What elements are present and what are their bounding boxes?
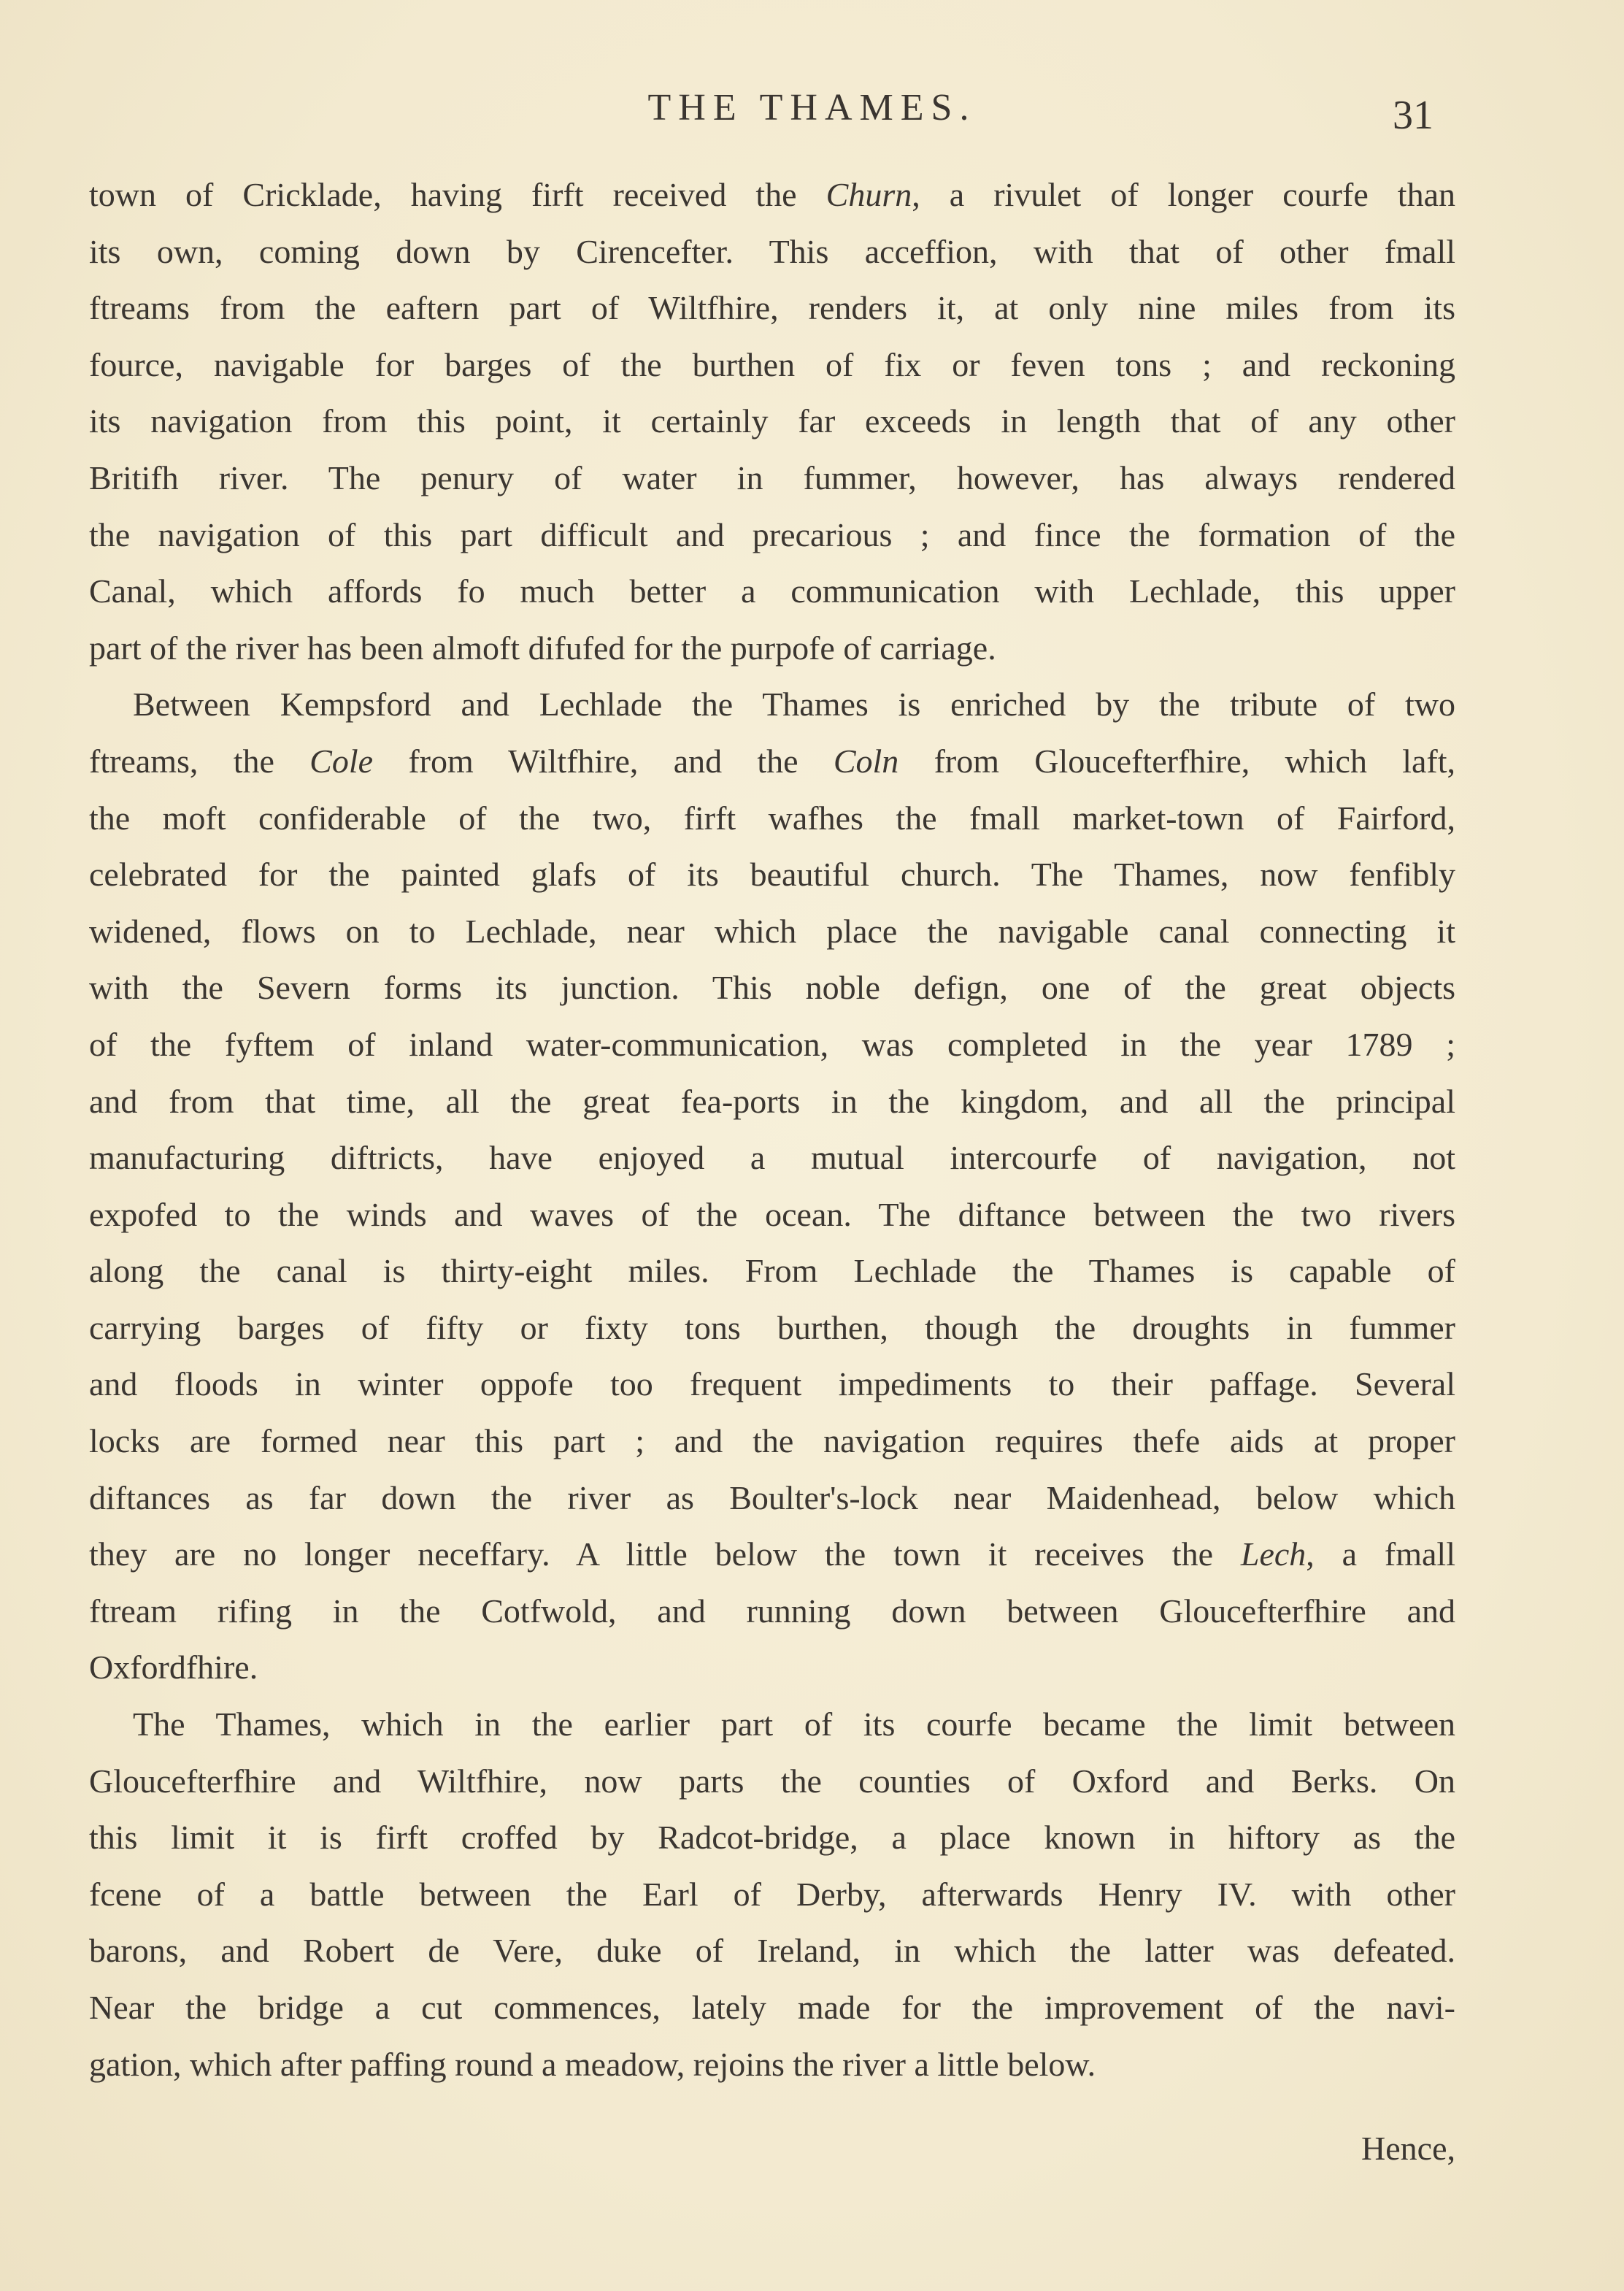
text-line: they are no longer neceffary. A little below the town it receives the Lech, a fmall	[89, 1535, 1455, 1573]
text-line: barons, and Robert de Vere, duke of Ireland, in which the latter was defeated.	[89, 1932, 1455, 1970]
catchword: Hence,	[1361, 2130, 1455, 2168]
text-line: Between Kempsford and Lechlade the Thames is enriched by the tribute of two	[133, 686, 1455, 724]
text-line: manufacturing diftricts, have enjoyed a mutual intercourfe of navigation, not	[89, 1139, 1455, 1177]
text-line: ftreams from the eaftern part of Wiltfhire, renders it, at only nine miles from its	[89, 289, 1455, 327]
text-line: widened, flows on to Lechlade, near which place the navigable canal connecting it	[89, 912, 1455, 950]
text-line: and floods in winter oppofe too frequent impediments to their paffage. Several	[89, 1365, 1455, 1403]
text-line: the navigation of this part difficult and precarious ; and fince the formation of the	[89, 515, 1455, 553]
italic-term: Cole	[309, 742, 374, 780]
text-line: expofed to the winds and waves of the ocean. The diftance between the two rivers	[89, 1195, 1455, 1233]
text-line: town of Cricklade, having firft received the Churn, a rivulet of longer courfe than	[89, 176, 1456, 213]
text-line: celebrated for the painted glafs of its beautiful church. The Thames, now fenfibly	[89, 856, 1455, 894]
text-line: ftreams, the Cole from Wiltfhire, and the Coln from Gloucefterfhire, which laft,	[89, 742, 1456, 780]
text-line: ftream rifing in the Cotfwold, and running down between Gloucefterfhire and	[89, 1592, 1455, 1630]
running-head: THE THAMES.	[647, 87, 977, 128]
text-line: fource, navigable for barges of the burthen of fix or feven tons ; and reckoning	[89, 345, 1455, 383]
text-line: of the fyftem of inland water-communication, was completed in the year 1789 ;	[89, 1025, 1455, 1063]
page-number: 31	[1393, 93, 1433, 138]
text-line: Near the bridge a cut commences, lately made for the improvement of the navi-	[89, 1989, 1455, 2026]
text-line: and from that time, all the great fea-ports in the kingdom, and all the principal	[89, 1082, 1455, 1120]
body-text	[89, 166, 1455, 2177]
text-line: the moft confiderable of the two, firft wafhes the fmall market-town of Fairford,	[89, 799, 1455, 837]
text-line: its own, coming down by Cirencefter. This acceffion, with that of other fmall	[89, 232, 1455, 270]
text-line: gation, which after paffing round a meadow, rejoins the river a little below.	[89, 2045, 1096, 2083]
text-line: fcene of a battle between the Earl of Derby, afterwards Henry IV. with other	[89, 1875, 1455, 1913]
italic-term: Churn	[826, 176, 912, 213]
italic-term: Lech	[1240, 1535, 1306, 1573]
text-line: with the Severn forms its junction. This noble defign, one of the great objects	[89, 969, 1455, 1007]
italic-term: Coln	[833, 742, 899, 780]
text-line: carrying barges of fifty or fixty tons burthen, though the droughts in fummer	[89, 1308, 1455, 1346]
text-line: along the canal is thirty-eight miles. From Lechlade the Thames is capable of	[89, 1252, 1455, 1290]
text-line: this limit it is firft croffed by Radcot-bridge, a place known in hiftory as the	[89, 1819, 1455, 1857]
text-line: part of the river has been almoft difufed for the purpofe of carriage.	[89, 629, 996, 667]
text-line: Britifh river. The penury of water in fummer, however, has always rendered	[89, 458, 1455, 496]
text-line: Canal, which affords fo much better a communication with Lechlade, this upper	[89, 572, 1455, 610]
text-line: The Thames, which in the earlier part of its courfe became the limit between	[133, 1705, 1455, 1743]
text-line: diftances as far down the river as Boulter's-lock near Maidenhead, below which	[89, 1478, 1455, 1516]
text-line: locks are formed near this part ; and the navigation requires thefe aids at proper	[89, 1422, 1455, 1460]
text-line: Oxfordfhire.	[89, 1649, 258, 1686]
text-line: Gloucefterfhire and Wiltfhire, now parts the counties of Oxford and Berks. On	[89, 1762, 1455, 1800]
text-line: its navigation from this point, it certainly far exceeds in length that of any other	[89, 402, 1455, 440]
